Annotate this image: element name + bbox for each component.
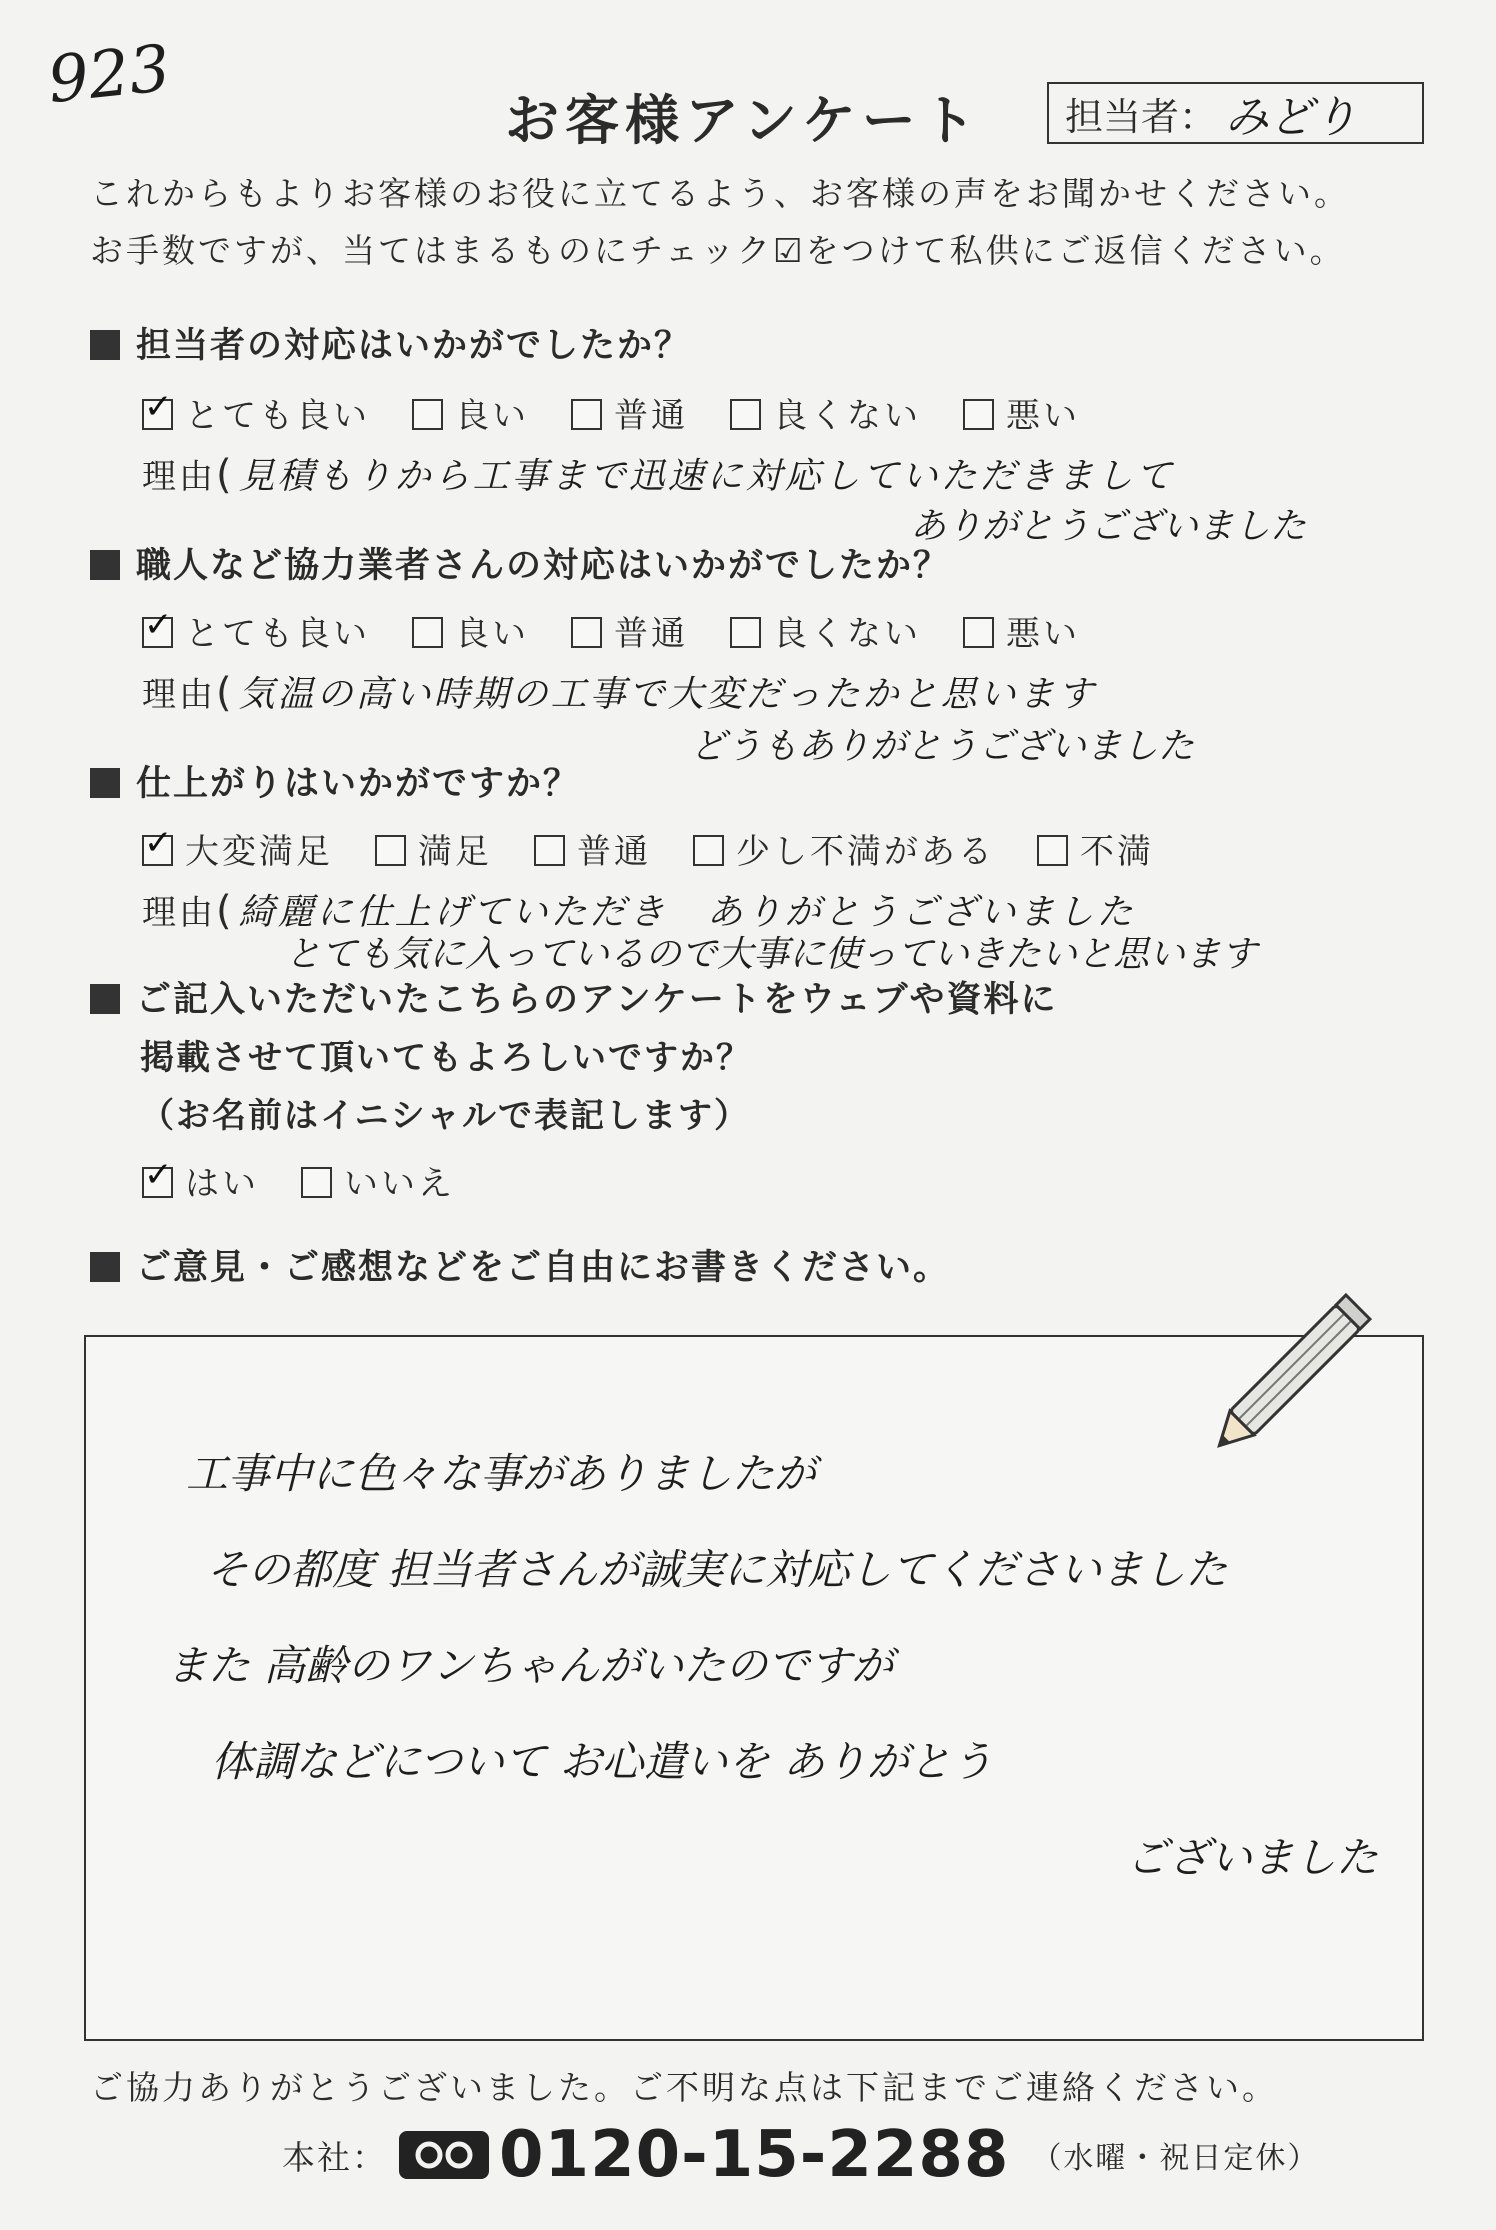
q4-option-no[interactable]: いいえ — [301, 1156, 455, 1205]
q3-option-normal[interactable]: 普通 — [534, 824, 651, 873]
question-3 — [90, 756, 580, 806]
checkbox-icon[interactable] — [1037, 835, 1068, 866]
contact-line — [282, 2118, 1319, 2192]
question-2-text: 職人など協力業者さんの対応はいかがでしたか？ — [136, 546, 951, 586]
question-4 — [90, 972, 1058, 1022]
page-title: お客様アンケート — [505, 89, 982, 152]
comment-line-5: ございました — [1126, 1833, 1379, 1882]
q1-reason: 理由( 見積もりから工事まで迅速に対応していただきまして — [142, 452, 1175, 498]
checkbox-icon[interactable] — [412, 399, 443, 430]
comment-line-1: 工事中に色々な事がありましたが — [186, 1449, 817, 1498]
comment-line-4: 体調などについて お心遣いを ありがとう — [211, 1737, 993, 1786]
q1-reason-answer: 見積もりから工事まで迅速に対応していただきまして — [238, 456, 1175, 497]
q2-option-very-good[interactable]: ✓とても良い — [142, 606, 370, 655]
comment-line-3: また 高齢のワンちゃんがいたのですが — [166, 1641, 894, 1690]
business-hours: （水曜・祝日定休） — [1031, 2141, 1320, 2176]
question-3-text: 仕上がりはいかがですか？ — [136, 764, 581, 804]
intro-line-2: お手数ですが、当てはまるものにチェック☑をつけて私供にご返信ください。 — [90, 231, 1346, 270]
checkbox-icon[interactable] — [963, 399, 994, 430]
checkbox-checked-icon[interactable] — [142, 835, 173, 866]
q2-reason-answer: 気温の高い時期の工事で大変だったかと思います — [238, 674, 1097, 715]
question-2 — [90, 538, 950, 588]
question-4-text-1: ご記入いただいたこちらのアンケートをウェブや資料に — [136, 980, 1058, 1020]
question-4-text-3: （お名前はイニシャルで表記します） — [140, 1096, 750, 1136]
checkbox-icon[interactable] — [571, 617, 602, 648]
q2-option-not-good[interactable]: 良くない — [730, 606, 921, 655]
q3-option-very-satisfied[interactable]: ✓大変満足 — [142, 824, 333, 873]
checkbox-icon[interactable] — [730, 617, 761, 648]
q1-option-bad[interactable]: 悪い — [963, 388, 1080, 437]
question-5 — [90, 1240, 950, 1290]
q3-reason-answer-cont: とても気に入っているので大事に使っていきたいと思います — [285, 934, 1258, 975]
q2-reason: 理由( 気温の高い時期の工事で大変だったかと思います — [142, 670, 1097, 716]
question-3-options — [142, 824, 1196, 873]
checkbox-icon[interactable] — [534, 835, 565, 866]
checkbox-checked-icon[interactable] — [142, 1167, 173, 1198]
q1-option-good[interactable]: 良い — [412, 388, 529, 437]
q2-option-normal[interactable]: 普通 — [571, 606, 688, 655]
q2-option-good[interactable]: 良い — [412, 606, 529, 655]
reason-label: 理由 — [142, 893, 216, 933]
bullet-square-icon — [90, 1252, 120, 1282]
checkbox-checked-icon[interactable] — [142, 399, 173, 430]
bullet-square-icon — [90, 550, 120, 580]
checkbox-icon[interactable] — [412, 617, 443, 648]
q4-option-yes[interactable]: ✓はい — [142, 1156, 259, 1205]
reason-label: 理由 — [142, 457, 216, 497]
q3-option-dissatisfied[interactable]: 不満 — [1037, 824, 1154, 873]
q3-option-slightly-dissatisfied[interactable]: 少し不満がある — [693, 824, 995, 873]
question-4-text-2: 掲載させて頂いてもよろしいですか？ — [140, 1038, 752, 1078]
bullet-square-icon — [90, 984, 120, 1014]
phone-number[interactable]: 0120-15-2288 — [499, 2118, 1010, 2192]
bullet-square-icon — [90, 330, 120, 360]
question-1-options — [142, 388, 1122, 437]
q1-option-not-good[interactable]: 良くない — [730, 388, 921, 437]
q2-option-bad[interactable]: 悪い — [963, 606, 1080, 655]
pencil-icon — [1180, 1255, 1410, 1485]
checkbox-icon[interactable] — [693, 835, 724, 866]
q2-reason-answer-cont: どうもありがとうございました — [690, 726, 1195, 767]
question-1-text: 担当者の対応はいかがでしたか？ — [136, 326, 692, 366]
q1-option-very-good[interactable]: ✓とても良い — [142, 388, 370, 437]
checkbox-icon[interactable] — [301, 1167, 332, 1198]
question-4-options — [142, 1156, 497, 1205]
serial-number: 923 — [44, 31, 174, 119]
staff-box — [1047, 82, 1424, 144]
staff-label: 担当者： — [1065, 94, 1218, 139]
question-5-text: ご意見・ご感想などをご自由にお書きください。 — [136, 1248, 951, 1288]
checkbox-icon[interactable] — [375, 835, 406, 866]
q3-reason-answer: 綺麗に仕上げていただき ありがとうございました — [238, 892, 1136, 933]
q1-reason-answer-cont: ありがとうございました — [910, 506, 1307, 547]
bullet-square-icon — [90, 768, 120, 798]
freedial-icon — [399, 2131, 489, 2179]
reason-label: 理由 — [142, 675, 216, 715]
q3-option-satisfied[interactable]: 満足 — [375, 824, 492, 873]
question-2-options — [142, 606, 1122, 655]
hq-label: 本社： — [282, 2137, 387, 2177]
q3-reason: 理由( 綺麗に仕上げていただき ありがとうございました — [142, 888, 1136, 934]
checkbox-icon[interactable] — [730, 399, 761, 430]
checkbox-checked-icon[interactable] — [142, 617, 173, 648]
q1-option-normal[interactable]: 普通 — [571, 388, 688, 437]
staff-name: みどり — [1225, 92, 1358, 143]
thanks-message: ご協力ありがとうございました。ご不明な点は下記までご連絡ください。 — [90, 2068, 1278, 2107]
checkbox-icon[interactable] — [963, 617, 994, 648]
checkbox-icon[interactable] — [571, 399, 602, 430]
intro-line-1: これからもよりお客様のお役に立てるよう、お客様の声をお聞かせください。 — [90, 174, 1350, 213]
comment-line-2: その都度 担当者さんが誠実に対応してくださいました — [206, 1545, 1228, 1594]
question-1 — [90, 318, 691, 368]
